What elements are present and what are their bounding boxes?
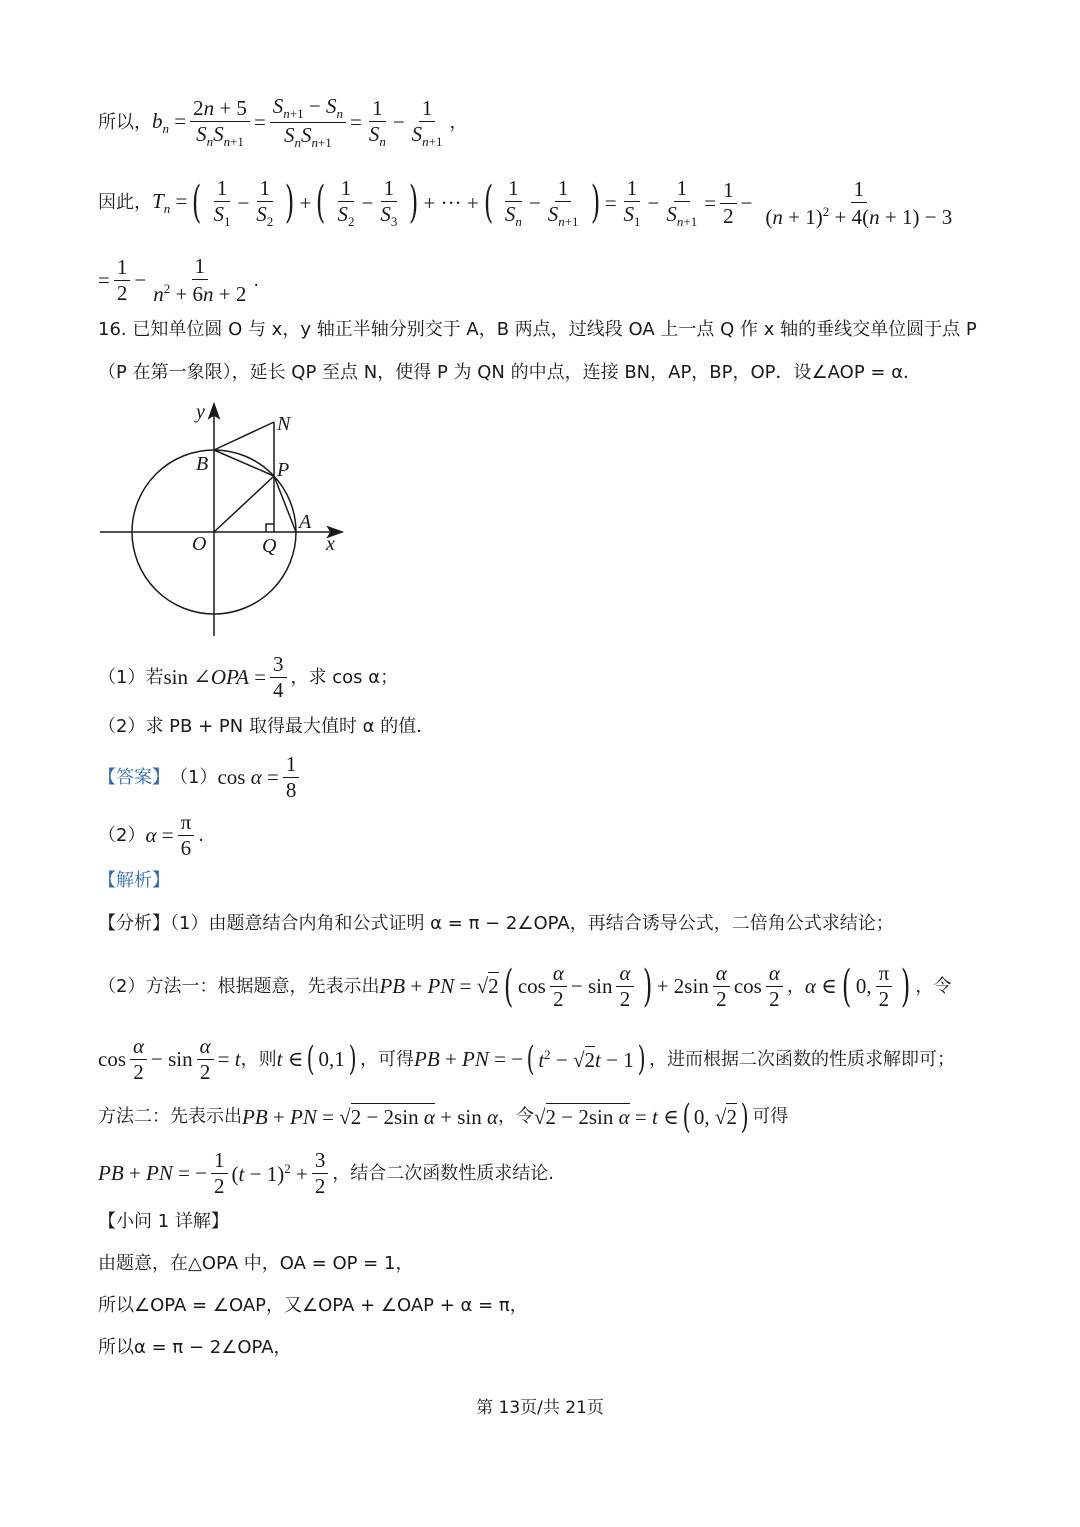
question-16: 16. 已知单位圆 O 与 x，y 轴正半轴分别交于 A，B 两点，过线段 OA 上一点 Q 作 x 轴的垂线交单位圆于点 P bbox=[98, 319, 977, 340]
method-1-line-1: （2）方法一：根据题意，先表示出 PB + PN = √2 ( cos $\frac{\alpha}{2}$ − sin $\frac{\alpha}{2}$ ) + 2sin $\frac{\alpha}{2}$ cos $\frac{\alpha}{2}$ ， α ∈ ( 0, $\frac{\pi}{2}$ ) ，令 bbox=[98, 960, 952, 1012]
detail-1-tag: 【小问 1 详解】 bbox=[98, 1211, 229, 1232]
detail-line-3: 所以α = π − 2∠OPA， bbox=[98, 1337, 292, 1358]
label-A: A bbox=[299, 511, 312, 533]
sub-question-2: （2）求 PB + PN 取得最大值时 α 的值． bbox=[98, 716, 435, 737]
label-x: x bbox=[326, 533, 335, 555]
label-Q: Q bbox=[262, 535, 277, 557]
answer-1: 【答案】 （1） cos α = $\frac{1}{8}$ bbox=[98, 754, 303, 801]
detail-line-2: 所以∠OPA = ∠OAP，又∠OPA + ∠OAP + α = π， bbox=[98, 1295, 528, 1316]
method-2-line-1: 方法二：先表示出 PB + PN = √2 − 2sin α + sin α ，令 √2 − 2sin α = t ∈ ( 0, √2 ) 可得 bbox=[98, 1097, 789, 1137]
text-yinci: 因此， bbox=[98, 192, 152, 214]
analysis-summary: 【分析】（1）由题意结合内角和公式证明 α = π − 2∠OPA，再结合诱导公式，二倍角公式求结论； bbox=[98, 913, 894, 934]
label-y: y bbox=[196, 401, 205, 423]
formula-tn-result: = $\frac{1}{2}$ − $\frac{1}{n^2 + 6n + 2}$ . bbox=[98, 254, 260, 306]
answer-tag: 【答案】 bbox=[98, 766, 170, 788]
question-16-cont: （P 在第一象限），延长 QP 至点 N，使得 P 为 QN 的中点，连接 BN，AP，BP，OP．设∠AOP = α． bbox=[98, 362, 922, 383]
method-1-line-2: cos $\frac{\alpha}{2}$ − sin $\frac{\alpha}{2}$ = t ，则 t ∈ ( 0,1 ) ，可得 PB + PN = − ( $t^2 - √2t - 1$ ) ，进而根据二次函数的性质求解即可； bbox=[98, 1034, 955, 1084]
label-P: P bbox=[277, 459, 290, 481]
detail-line-1: 由题意，在△OPA 中，OA = OP = 1， bbox=[98, 1253, 414, 1274]
text-suoyi: 所以， bbox=[98, 111, 152, 133]
formula-tn: 因此， $T_n$ = ( $\frac{1}{S_1}$ − $\frac{1}{S_2}$ ) + ( $\frac{1}{S_2}$ − $\frac{1}{S_3}$ ) + ··· + ( $\frac{1}{S_n}$ − $\frac{1}{S_{n+1}}$ ) = $\frac{1}{S_1}$ − $\frac{1}{S_{n+1}}$ = $\frac{1}{2}$ − $\frac{1}{(n + 1)^2 + 4(n + 1) - 3}$ bbox=[98, 176, 953, 230]
method-2-line-2: PB + PN = − $\frac{1}{2}$ $(t - 1)^2$ + $\frac{3}{2}$ ，结合二次函数性质求结论. bbox=[98, 1148, 555, 1198]
formula-bn: 所以， $b_n$ = $\frac{2n + 5}{S_nS_{n+1}}$ = $\frac{S_{n+1} - S_n}{S_nS_{n+1}}$ = $\frac{1}{S_n}$ − $\frac{1}{S_{n+1}}$ ， bbox=[98, 94, 468, 151]
label-B: B bbox=[196, 453, 209, 475]
answer-2: （2） α = $\frac{\pi}{6}$ . bbox=[98, 810, 204, 860]
unit-circle-figure bbox=[96, 398, 356, 640]
label-N: N bbox=[277, 413, 291, 435]
page-footer: 第 13页/共 21页 bbox=[476, 1398, 604, 1418]
sub-question-1: （1）若 sin ∠OPA = $\frac{3}{4}$ ，求 cos α； bbox=[98, 652, 399, 702]
label-O: O bbox=[192, 533, 207, 555]
analysis-tag: 【解析】 bbox=[98, 870, 170, 891]
